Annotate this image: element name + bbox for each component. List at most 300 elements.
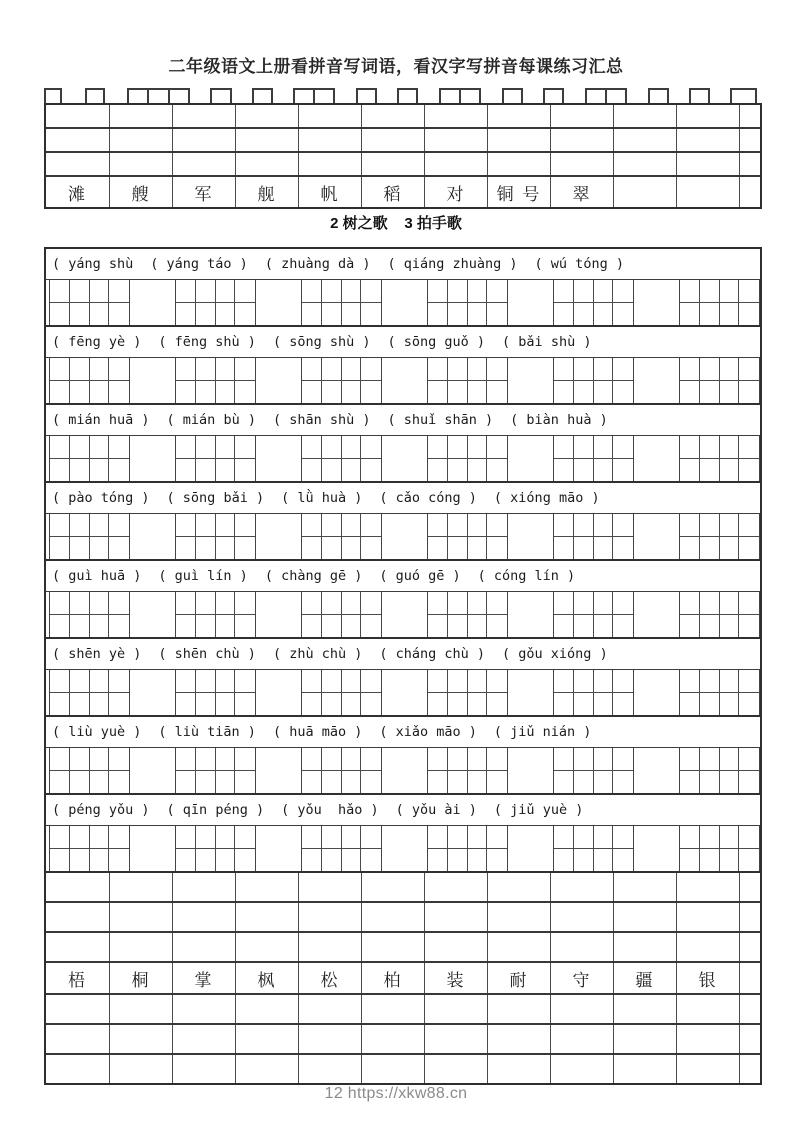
practice-square xyxy=(342,436,362,459)
pinyin-word: ( liù tiān ) xyxy=(158,724,256,740)
practice-square xyxy=(554,436,574,459)
practice-square xyxy=(700,303,720,326)
practice-square xyxy=(176,436,196,459)
practice-square xyxy=(90,615,110,638)
empty-cell xyxy=(361,1025,424,1053)
practice-square xyxy=(468,615,488,638)
practice-square-group xyxy=(679,358,760,403)
practice-square xyxy=(70,358,90,381)
practice-square xyxy=(70,436,90,459)
practice-square xyxy=(342,280,362,303)
practice-square xyxy=(700,748,720,771)
practice-square xyxy=(109,693,129,716)
practice-square xyxy=(342,358,362,381)
pinyin-practice-table xyxy=(44,247,762,1085)
practice-square xyxy=(554,537,574,560)
pinyin-word: ( bǎi shù ) xyxy=(502,334,592,350)
practice-square xyxy=(361,514,381,537)
pinyin-word: ( chàng gē ) xyxy=(264,568,363,584)
practice-square xyxy=(554,280,574,303)
empty-cell xyxy=(613,933,676,961)
practice-square-group xyxy=(301,514,382,559)
practice-square xyxy=(448,826,468,849)
pinyin-word: ( liù yuè ) xyxy=(52,724,142,740)
pinyin-word: ( zhuàng dà ) xyxy=(264,256,371,272)
empty-cell xyxy=(550,933,613,961)
practice-square xyxy=(70,849,90,872)
practice-square-group xyxy=(49,436,130,481)
practice-square-group xyxy=(427,826,508,871)
practice-square xyxy=(50,459,70,482)
pinyin-word: ( lǜ huà ) xyxy=(281,490,363,506)
practice-square xyxy=(574,670,594,693)
practice-square xyxy=(70,826,90,849)
practice-square xyxy=(739,592,759,615)
practice-square xyxy=(613,771,633,794)
practice-square xyxy=(322,849,342,872)
practice-square xyxy=(302,381,322,404)
practice-square xyxy=(613,592,633,615)
practice-square xyxy=(594,771,614,794)
empty-cell xyxy=(109,933,172,961)
practice-square-group xyxy=(553,748,634,793)
practice-square xyxy=(680,514,700,537)
empty-cell xyxy=(424,129,487,151)
practice-square xyxy=(680,826,700,849)
practice-square xyxy=(739,849,759,872)
practice-square xyxy=(680,280,700,303)
practice-square xyxy=(720,615,740,638)
practice-square xyxy=(322,693,342,716)
practice-square xyxy=(720,849,740,872)
practice-square xyxy=(739,436,759,459)
practice-square-group xyxy=(553,670,634,715)
practice-square xyxy=(90,459,110,482)
character-row xyxy=(46,961,760,993)
practice-square xyxy=(574,381,594,404)
practice-square xyxy=(554,670,574,693)
practice-square xyxy=(739,826,759,849)
practice-square xyxy=(720,537,740,560)
practice-square-group xyxy=(175,436,256,481)
practice-square xyxy=(50,693,70,716)
practice-square xyxy=(90,670,110,693)
practice-square-group xyxy=(679,826,760,871)
practice-square xyxy=(109,358,129,381)
practice-square xyxy=(216,693,236,716)
practice-square xyxy=(90,537,110,560)
practice-square xyxy=(468,303,488,326)
empty-cell xyxy=(46,153,109,175)
page-footer: 12 https://xkw88.cn xyxy=(324,1085,468,1102)
practice-square xyxy=(302,693,322,716)
practice-square-group xyxy=(679,280,760,325)
practice-square xyxy=(613,459,633,482)
empty-cell xyxy=(613,129,676,151)
cutoff-grid-box xyxy=(439,88,481,103)
practice-square xyxy=(739,303,759,326)
practice-square xyxy=(428,670,448,693)
practice-square xyxy=(448,280,468,303)
empty-cell xyxy=(613,873,676,901)
practice-square xyxy=(196,592,216,615)
practice-square xyxy=(700,771,720,794)
empty-cell xyxy=(361,129,424,151)
practice-square xyxy=(196,436,216,459)
practice-square xyxy=(594,436,614,459)
practice-square-group xyxy=(427,358,508,403)
practice-square xyxy=(554,358,574,381)
practice-band xyxy=(46,280,760,327)
practice-square xyxy=(739,615,759,638)
practice-square xyxy=(216,826,236,849)
practice-square xyxy=(613,514,633,537)
practice-square xyxy=(196,303,216,326)
practice-square xyxy=(90,358,110,381)
practice-square xyxy=(487,826,507,849)
empty-cell xyxy=(298,933,361,961)
empty-grid-row xyxy=(46,1023,760,1053)
practice-square-group xyxy=(553,280,634,325)
character-cell: 桐 xyxy=(109,963,172,993)
practice-square xyxy=(109,303,129,326)
pinyin-word: ( sōng bǎi ) xyxy=(166,490,265,506)
practice-square xyxy=(176,748,196,771)
empty-cell xyxy=(487,873,550,901)
cutoff-grid-box xyxy=(648,88,669,103)
character-cell: 装 xyxy=(424,963,487,993)
practice-square xyxy=(554,849,574,872)
practice-square xyxy=(468,592,488,615)
practice-square xyxy=(428,615,448,638)
cutoff-grid-box xyxy=(543,88,564,103)
practice-square xyxy=(176,826,196,849)
practice-square xyxy=(235,381,255,404)
empty-cell xyxy=(487,903,550,931)
empty-cell xyxy=(676,933,739,961)
character-cell: 松 xyxy=(298,963,361,993)
practice-square xyxy=(613,436,633,459)
practice-square xyxy=(448,514,468,537)
empty-cell xyxy=(676,1055,739,1083)
character-cell: 艘 xyxy=(109,177,172,207)
practice-square-group xyxy=(49,670,130,715)
empty-cell xyxy=(676,873,739,901)
practice-square xyxy=(322,615,342,638)
pinyin-word: ( yáng shù xyxy=(52,256,134,272)
practice-square xyxy=(428,381,448,404)
practice-square-group xyxy=(553,436,634,481)
pinyin-word: ( mián huā ) xyxy=(52,412,150,428)
practice-square xyxy=(428,592,448,615)
practice-square xyxy=(574,592,594,615)
practice-square-group xyxy=(553,514,634,559)
practice-square xyxy=(613,537,633,560)
practice-square xyxy=(216,280,236,303)
practice-square xyxy=(109,670,129,693)
empty-cell xyxy=(172,995,235,1023)
practice-square xyxy=(554,826,574,849)
empty-cell xyxy=(424,873,487,901)
practice-square xyxy=(487,459,507,482)
practice-square-group xyxy=(427,436,508,481)
practice-square xyxy=(739,381,759,404)
practice-square xyxy=(235,459,255,482)
practice-square xyxy=(739,280,759,303)
section-heading: 2 树之歌 3 拍手歌 xyxy=(330,215,462,232)
practice-square-group xyxy=(427,514,508,559)
practice-square xyxy=(448,693,468,716)
practice-square-group xyxy=(427,748,508,793)
practice-square xyxy=(487,592,507,615)
practice-square xyxy=(720,358,740,381)
practice-square xyxy=(700,615,720,638)
practice-square xyxy=(468,826,488,849)
practice-square xyxy=(361,615,381,638)
pinyin-word: ( pào tóng ) xyxy=(52,490,150,506)
practice-square xyxy=(90,303,110,326)
empty-cell xyxy=(109,873,172,901)
practice-square xyxy=(487,849,507,872)
practice-square xyxy=(361,459,381,482)
practice-square xyxy=(342,514,362,537)
practice-square xyxy=(70,381,90,404)
practice-square xyxy=(70,693,90,716)
cutoff-grid-strip xyxy=(44,88,758,103)
practice-square xyxy=(90,381,110,404)
empty-cell xyxy=(235,1025,298,1053)
practice-square xyxy=(680,771,700,794)
practice-square xyxy=(554,771,574,794)
practice-square xyxy=(680,592,700,615)
practice-square xyxy=(720,670,740,693)
practice-square xyxy=(594,592,614,615)
practice-square-group xyxy=(553,358,634,403)
practice-square xyxy=(554,748,574,771)
practice-square xyxy=(487,280,507,303)
practice-square xyxy=(574,436,594,459)
pinyin-word: ( guì lín ) xyxy=(158,568,248,584)
top-character-table xyxy=(44,103,762,209)
practice-square xyxy=(613,358,633,381)
empty-cell xyxy=(613,153,676,175)
empty-cell xyxy=(676,153,739,175)
practice-square xyxy=(487,303,507,326)
practice-square xyxy=(70,459,90,482)
practice-square xyxy=(70,771,90,794)
pinyin-word: ( cháng chù ) xyxy=(379,646,486,662)
practice-square xyxy=(50,771,70,794)
empty-cell xyxy=(424,1025,487,1053)
practice-square-group xyxy=(301,670,382,715)
practice-square xyxy=(554,381,574,404)
practice-square xyxy=(50,592,70,615)
empty-cell xyxy=(172,105,235,127)
practice-square xyxy=(574,514,594,537)
practice-square xyxy=(700,459,720,482)
character-cell: 耐 xyxy=(487,963,550,993)
empty-cell xyxy=(361,153,424,175)
practice-band xyxy=(46,436,760,483)
practice-square xyxy=(342,303,362,326)
practice-square xyxy=(196,381,216,404)
pinyin-word: ( shēn chù ) xyxy=(158,646,256,662)
practice-square xyxy=(613,303,633,326)
empty-grid-row xyxy=(46,931,760,961)
practice-square xyxy=(50,358,70,381)
empty-cell xyxy=(613,1055,676,1083)
empty-cell xyxy=(109,105,172,127)
cutoff-grid-box xyxy=(585,88,627,103)
practice-square xyxy=(342,771,362,794)
practice-square xyxy=(739,670,759,693)
practice-square-group xyxy=(427,592,508,637)
practice-square xyxy=(428,280,448,303)
practice-square xyxy=(235,358,255,381)
practice-square xyxy=(468,358,488,381)
practice-square xyxy=(50,303,70,326)
practice-square xyxy=(554,693,574,716)
practice-square xyxy=(700,537,720,560)
practice-square xyxy=(613,615,633,638)
practice-square xyxy=(428,826,448,849)
empty-cell xyxy=(172,153,235,175)
cutoff-grid-box xyxy=(44,88,62,103)
practice-band xyxy=(46,826,760,873)
practice-square xyxy=(594,280,614,303)
empty-cell xyxy=(739,105,760,127)
empty-cell xyxy=(361,873,424,901)
practice-square xyxy=(448,771,468,794)
practice-square xyxy=(613,670,633,693)
practice-square xyxy=(322,771,342,794)
practice-square xyxy=(720,436,740,459)
empty-cell xyxy=(298,1025,361,1053)
practice-square xyxy=(302,615,322,638)
practice-square xyxy=(361,826,381,849)
empty-cell xyxy=(613,105,676,127)
cutoff-grid-box xyxy=(356,88,377,103)
practice-square xyxy=(361,537,381,560)
practice-square xyxy=(468,670,488,693)
practice-square xyxy=(70,303,90,326)
practice-square xyxy=(680,537,700,560)
practice-square xyxy=(554,592,574,615)
character-cell: 银 xyxy=(676,963,739,993)
cutoff-grid-box xyxy=(293,88,335,103)
practice-square xyxy=(176,849,196,872)
practice-square xyxy=(109,280,129,303)
practice-square xyxy=(361,670,381,693)
practice-square xyxy=(720,303,740,326)
empty-grid-row xyxy=(46,993,760,1023)
practice-square xyxy=(50,514,70,537)
empty-grid-row xyxy=(46,127,760,151)
empty-cell xyxy=(235,129,298,151)
practice-square xyxy=(574,849,594,872)
practice-square xyxy=(216,303,236,326)
empty-cell xyxy=(487,153,550,175)
practice-square xyxy=(50,670,70,693)
empty-cell xyxy=(172,933,235,961)
practice-square xyxy=(176,303,196,326)
cutoff-grid-box xyxy=(397,88,418,103)
practice-square xyxy=(428,303,448,326)
empty-cell xyxy=(361,903,424,931)
practice-square xyxy=(487,436,507,459)
pinyin-row xyxy=(46,327,760,358)
practice-square xyxy=(428,537,448,560)
pinyin-word: ( mián bù ) xyxy=(166,412,256,428)
practice-square xyxy=(468,849,488,872)
practice-square xyxy=(448,849,468,872)
practice-square xyxy=(196,615,216,638)
practice-square xyxy=(50,615,70,638)
empty-cell xyxy=(424,933,487,961)
practice-square xyxy=(720,826,740,849)
practice-square xyxy=(196,771,216,794)
practice-square xyxy=(739,748,759,771)
practice-square-group xyxy=(427,670,508,715)
practice-square xyxy=(700,358,720,381)
practice-square xyxy=(700,436,720,459)
empty-cell xyxy=(739,1055,760,1083)
practice-square xyxy=(361,280,381,303)
practice-square xyxy=(196,358,216,381)
practice-square xyxy=(700,670,720,693)
practice-square xyxy=(90,826,110,849)
practice-square xyxy=(109,826,129,849)
practice-square-group xyxy=(175,826,256,871)
empty-cell xyxy=(424,1055,487,1083)
practice-square xyxy=(235,436,255,459)
empty-cell xyxy=(550,1025,613,1053)
pinyin-word: ( shuǐ shān ) xyxy=(387,412,494,428)
practice-square xyxy=(554,459,574,482)
practice-square xyxy=(235,826,255,849)
empty-cell xyxy=(739,1025,760,1053)
practice-square xyxy=(361,771,381,794)
practice-square xyxy=(448,436,468,459)
practice-square xyxy=(574,280,594,303)
pinyin-word: ( guì huā ) xyxy=(52,568,142,584)
empty-cell xyxy=(487,1055,550,1083)
practice-square xyxy=(448,358,468,381)
empty-cell xyxy=(46,873,109,901)
practice-square xyxy=(216,358,236,381)
empty-cell xyxy=(550,1055,613,1083)
practice-square xyxy=(720,280,740,303)
practice-square xyxy=(235,303,255,326)
practice-square xyxy=(342,537,362,560)
empty-cell xyxy=(361,105,424,127)
practice-square-group xyxy=(175,748,256,793)
empty-cell xyxy=(676,995,739,1023)
practice-square xyxy=(468,514,488,537)
empty-cell xyxy=(676,903,739,931)
practice-square xyxy=(700,381,720,404)
practice-square xyxy=(90,693,110,716)
practice-square xyxy=(487,748,507,771)
practice-square xyxy=(487,771,507,794)
empty-cell xyxy=(298,1055,361,1083)
empty-cell xyxy=(613,903,676,931)
practice-square xyxy=(594,670,614,693)
practice-square-group xyxy=(679,748,760,793)
practice-square xyxy=(176,358,196,381)
practice-square xyxy=(322,459,342,482)
cutoff-grid-box xyxy=(252,88,273,103)
